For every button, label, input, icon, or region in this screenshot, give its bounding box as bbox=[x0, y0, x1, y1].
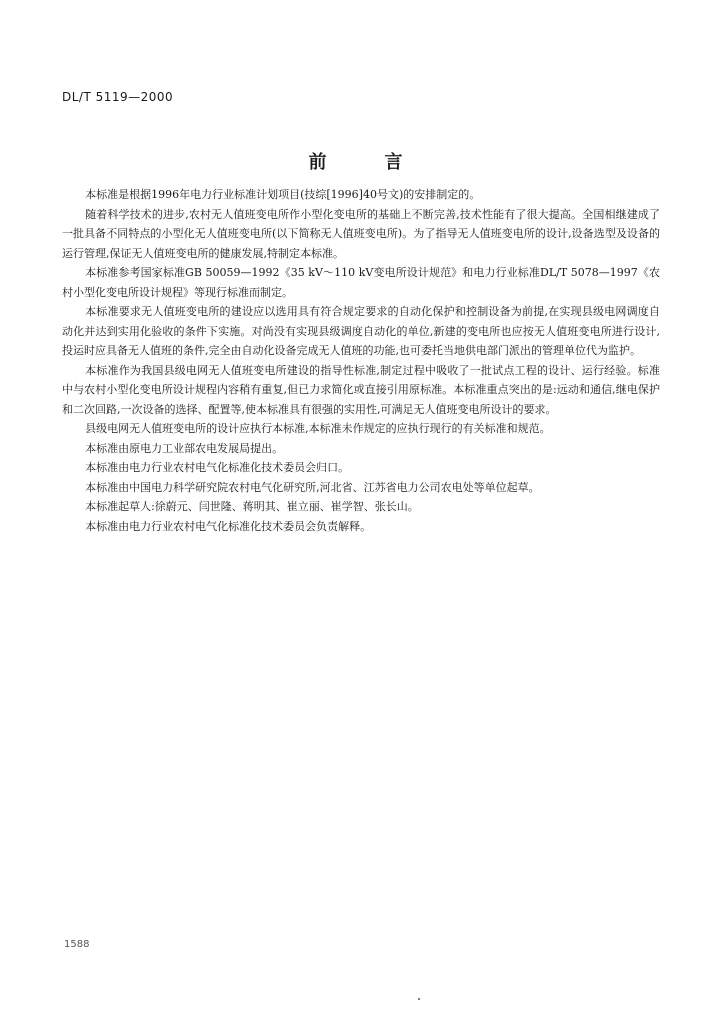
scan-speck bbox=[418, 998, 420, 1000]
page-number: 1588 bbox=[64, 939, 90, 950]
paragraph: 本标准由中国电力科学研究院农村电气化研究所,河北省、江苏省电力公司农电处等单位起草。 bbox=[85, 480, 540, 494]
paragraph: 本标准起草人:徐蔚元、闫世隆、蒋明其、崔立丽、崔学智、张长山。 bbox=[85, 500, 419, 513]
standard-code: DL/T 5119—2000 bbox=[62, 90, 174, 104]
paragraph: 本标准作为我国县级电网无人值班变电所建设的指导性标准,制定过程中吸收了一批试点工程的设计、运行经验。标准中与农村小型化变电所设计规程内容稍有重复,但已力求简化或直接引用原标准。本标准重点突出的是:远动和通信,继电保护和二次回路,一次设备的选择、配置等,使本标准具有很强的实用性,可满足无人值班变电所设计的要求。 bbox=[62, 363, 660, 416]
page-title: 前言 bbox=[308, 152, 461, 173]
paragraph: 本标准是根据1996年电力行业标准计划项目(技综[1996]40号文)的安排制定的。 bbox=[85, 188, 481, 201]
body-text bbox=[62, 185, 660, 536]
paragraph: 本标准参考国家标准GB 50059—1992《35 kV～110 kV变电所设计规范》和电力行业标准DL/T 5078—1997《农村小型化变电所设计规程》等现行标准而制定。 bbox=[62, 266, 660, 299]
paragraph: 本标准要求无人值班变电所的建设应以选用具有符合规定要求的自动化保护和控制设备为前提,在实现县级电网调度自动化并达到实用化验收的条件下实施。对尚没有实现县级调度自动化的单位,新建的变电所也应按无人值班变电所进行设计,投运时应具备无人值班的条件,完全由自动化设备完成无人值班的功能,也可委托当地供电部门派出的管理单位代为监护。 bbox=[62, 305, 660, 357]
paragraph: 本标准由电力行业农村电气化标准化技术委员会归口。 bbox=[85, 461, 350, 474]
paragraph: 随着科学技术的进步,农村无人值班变电所作小型化变电所的基础上不断完善,技术性能有了很大提高。全国相继建成了一批具备不同特点的小型化无人值班变电所(以下简称无人值班变电所)。为了指导无人值班变电所的设计,设备选型及设备的运行管理,保证无人值班变电所的健康发展,特制定本标准。 bbox=[62, 207, 660, 260]
paragraph: 县级电网无人值班变电所的设计应执行本标准,本标准未作规定的应执行现行的有关标准和规范。 bbox=[85, 422, 551, 435]
paragraph: 本标准由原电力工业部农电发展局提出。 bbox=[85, 441, 284, 455]
paragraph: 本标准由电力行业农村电气化标准化技术委员会负责解释。 bbox=[85, 519, 372, 533]
